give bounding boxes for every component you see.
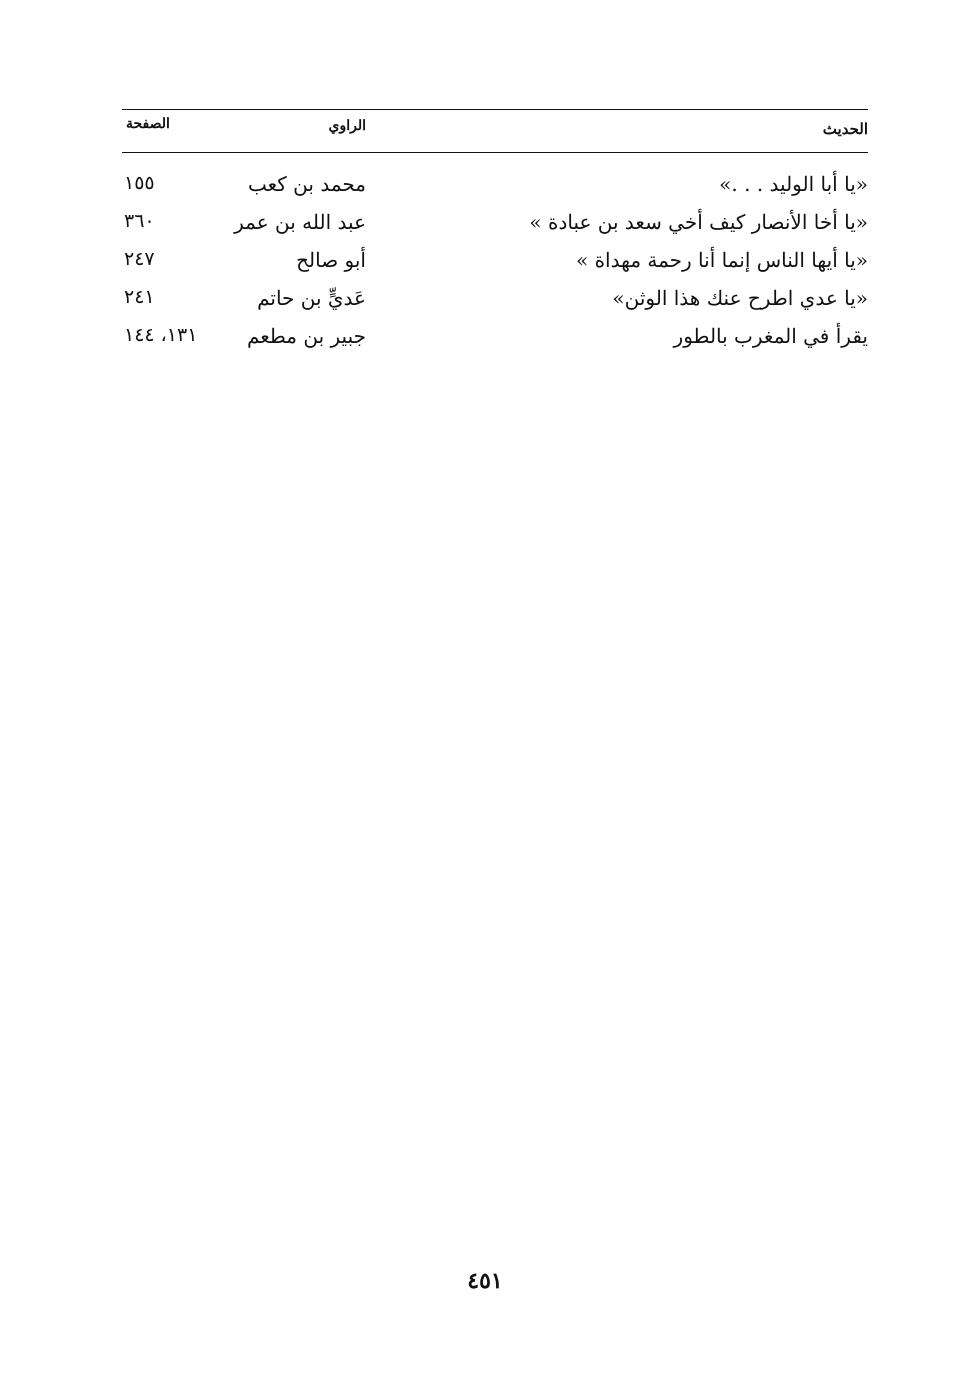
page-reference: ٣٦٠: [124, 210, 155, 232]
header-page: الصفحة: [126, 116, 170, 132]
hadith-text: «يا أبا الوليد . . .»: [719, 172, 868, 196]
narrator-name: أبو صالح: [296, 248, 366, 272]
table-row: [122, 168, 868, 206]
table-header-row: [122, 112, 868, 150]
table-row: [122, 282, 868, 320]
narrator-name: عَديٍّ بن حاتم: [257, 286, 366, 310]
page-reference: ٢٤١: [124, 286, 155, 308]
table-row: [122, 320, 868, 358]
table-body: [122, 168, 868, 358]
page-number: ٤٥١: [467, 1268, 503, 1294]
table-row: [122, 206, 868, 244]
page-reference: ٢٤٧: [124, 248, 155, 270]
narrator-name: محمد بن كعب: [248, 172, 366, 196]
table-top-rule: [122, 109, 868, 110]
page-reference: ١٥٥: [124, 172, 155, 194]
table-row: [122, 244, 868, 282]
hadith-text: يقرأ في المغرب بالطور: [673, 324, 868, 348]
header-narrator: الراوي: [328, 118, 366, 134]
hadith-text: «يا أخا الأنصار كيف أخي سعد بن عبادة »: [529, 210, 868, 234]
hadith-text: «يا أيها الناس إنما أنا رحمة مهداة »: [575, 248, 868, 272]
page-reference: ١٣١، ١٤٤: [124, 324, 198, 346]
narrator-name: عبد الله بن عمر: [234, 210, 366, 234]
hadith-text: «يا عدي اطرح عنك هذا الوثن»: [612, 286, 868, 310]
header-hadith: الحديث: [822, 120, 868, 138]
table-header-rule: [122, 152, 868, 153]
narrator-name: جبير بن مطعم: [246, 324, 366, 348]
